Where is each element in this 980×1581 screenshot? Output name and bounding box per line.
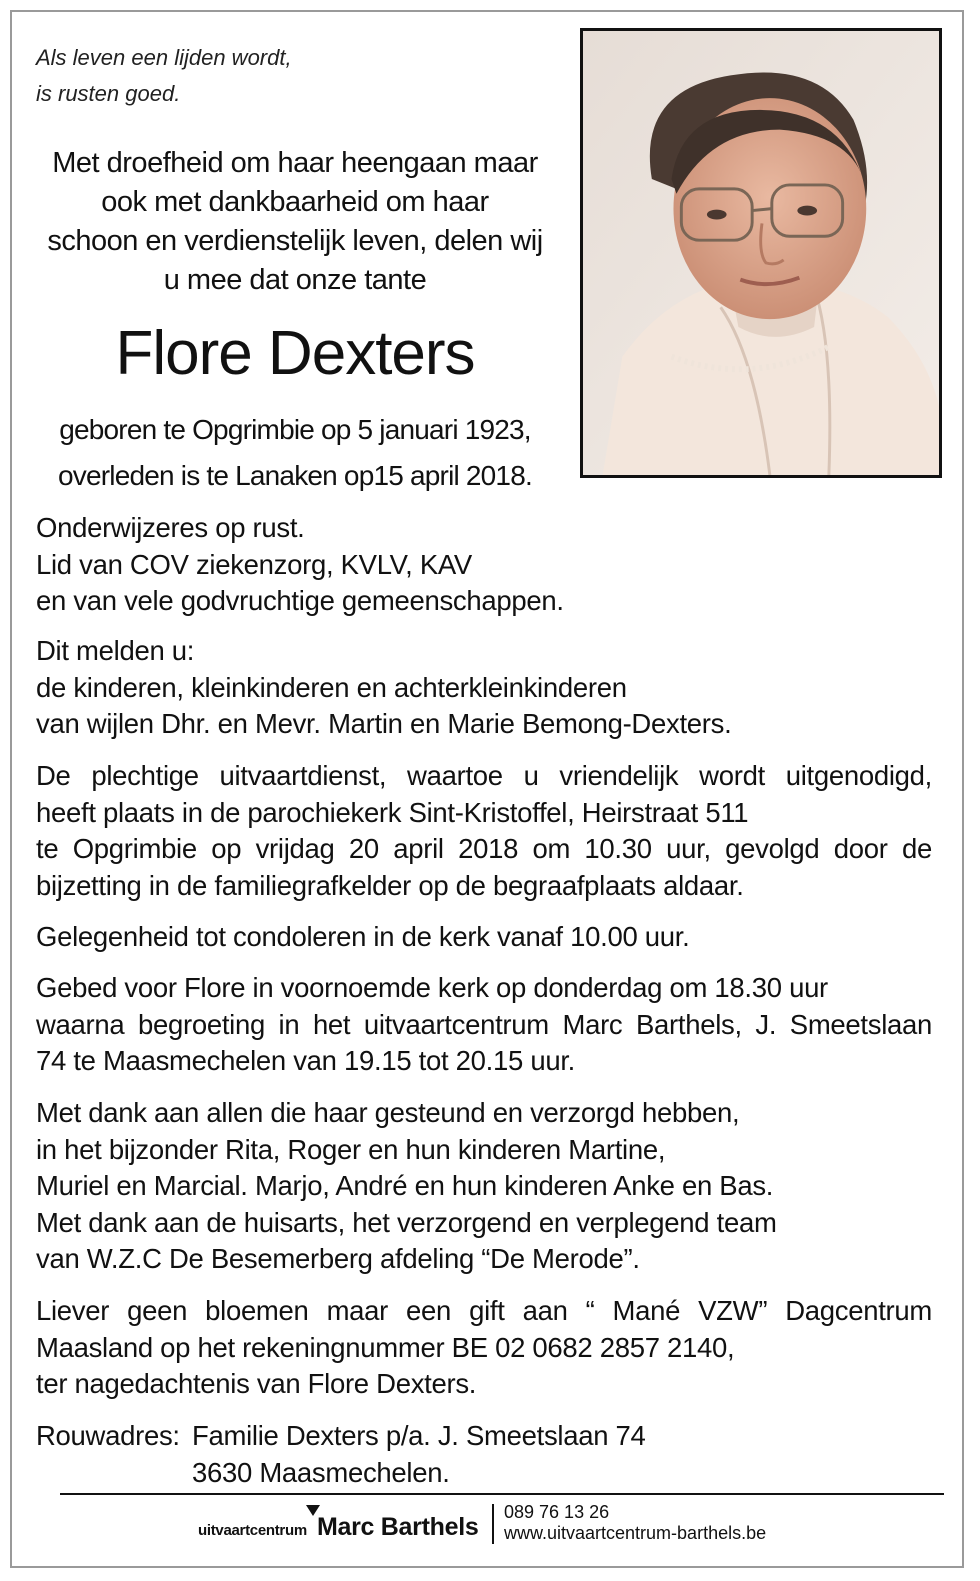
- occupation-line: Onderwijzeres op rust.: [36, 512, 305, 543]
- motto-line: Als leven een lijden wordt,: [36, 45, 292, 70]
- motto: [36, 40, 292, 112]
- condolence-line: Gelegenheid tot condoleren in de kerk vanaf 10.00 uur.: [36, 921, 690, 952]
- donation-line: Liever geen bloemen maar een gift aan “ Mané VZW” Dagcentrum: [36, 1295, 932, 1326]
- death-line: overleden is te Lanaken op15 april 2018.: [58, 460, 532, 491]
- thanks-line: Met dank aan de huisarts, het verzorgend en verplegend team: [36, 1206, 777, 1238]
- occupation-line: en van vele godvruchtige gemeenschappen.: [36, 585, 564, 616]
- announcers-section: [36, 633, 932, 743]
- thanks-line: Muriel en Marcial. Marjo, André en hun kinderen Anke en Bas.: [36, 1170, 774, 1201]
- intro-line: Met droefheid om haar heengaan maar: [52, 147, 538, 179]
- funeral-line: te Opgrimbie op vrijdag 20 april 2018 om 10.30 uur, gevolgd door de: [36, 833, 932, 864]
- funeral-line: De plechtige uitvaartdienst, waartoe u vriendelijk wordt uitgenodigd,: [36, 760, 932, 791]
- footer-separator: [492, 1504, 494, 1544]
- funeral-line: heeft plaats in de parochiekerk Sint-Kristoffel, Heirstraat 511: [36, 796, 749, 828]
- funeral-line: bijzetting in de familiegrafkelder op de begraafplaats aldaar.: [36, 869, 744, 901]
- announcers-line: van wijlen Dhr. en Mevr. Martin en Marie Bemong-Dexters.: [36, 708, 732, 739]
- donation-line: Maasland op het rekeningnummer BE 02 0682 2857 2140,: [36, 1331, 735, 1363]
- footer-website: www.uitvaartcentrum-barthels.be: [504, 1523, 767, 1543]
- thanks-line: in het bijzonder Rita, Roger en hun kinderen Martine,: [36, 1133, 666, 1165]
- donation-line: ter nagedachtenis van Flore Dexters.: [36, 1368, 477, 1399]
- footer-brand: Marc Barthels: [317, 1513, 479, 1541]
- portrait-photo: [580, 28, 942, 478]
- funeral-section: [36, 758, 932, 904]
- birth-line: geboren te Opgrimbie op 5 januari 1923,: [59, 414, 531, 445]
- thanks-line: van W.Z.C De Besemerberg afdeling “De Merode”.: [36, 1243, 640, 1274]
- portrait-image: [583, 31, 939, 475]
- occupation-line: Lid van COV ziekenzorg, KVLV, KAV: [36, 548, 472, 580]
- donation-section: [36, 1293, 932, 1403]
- announcers-line: Dit melden u:: [36, 635, 195, 666]
- footer-divider: [60, 1493, 944, 1495]
- address-label: Rouwadres:: [36, 1420, 180, 1451]
- intro-text: [30, 144, 560, 300]
- footer-small-label: uitvaartcentrum: [198, 1522, 307, 1539]
- prayer-line: Gebed voor Flore in voornoemde kerk op donderdag om 18.30 uur: [36, 972, 828, 1003]
- thanks-section: [36, 1095, 932, 1278]
- prayer-line: 74 te Maasmechelen van 19.15 tot 20.15 uur.: [36, 1045, 576, 1076]
- birth-death-info: [30, 407, 560, 499]
- thanks-line: Met dank aan allen die haar gesteund en verzorgd hebben,: [36, 1097, 740, 1128]
- address-line-2: 3630 Maasmechelen.: [192, 1456, 450, 1488]
- announcers-line: de kinderen, kleinkinderen en achterkleinkinderen: [36, 671, 627, 703]
- motto-line: is rusten goed.: [36, 81, 181, 106]
- mourning-address: [36, 1418, 646, 1491]
- occupation-section: [36, 510, 932, 620]
- condolence-section: [36, 919, 932, 956]
- prayer-line: waarna begroeting in het uitvaartcentrum Marc Barthels, J. Smeetslaan: [36, 1008, 932, 1040]
- intro-line: ook met dankbaarheid om haar: [101, 186, 489, 218]
- prayer-section: [36, 970, 932, 1080]
- address-line-1: Familie Dexters p/a. J. Smeetslaan 74: [192, 1420, 646, 1451]
- intro-line: u mee dat onze tante: [163, 264, 427, 296]
- deceased-name: Flore Dexters: [115, 319, 475, 388]
- footer-phone: 089 76 13 26: [504, 1502, 610, 1522]
- intro-line: schoon en verdienstelijk leven, delen wij: [47, 225, 543, 257]
